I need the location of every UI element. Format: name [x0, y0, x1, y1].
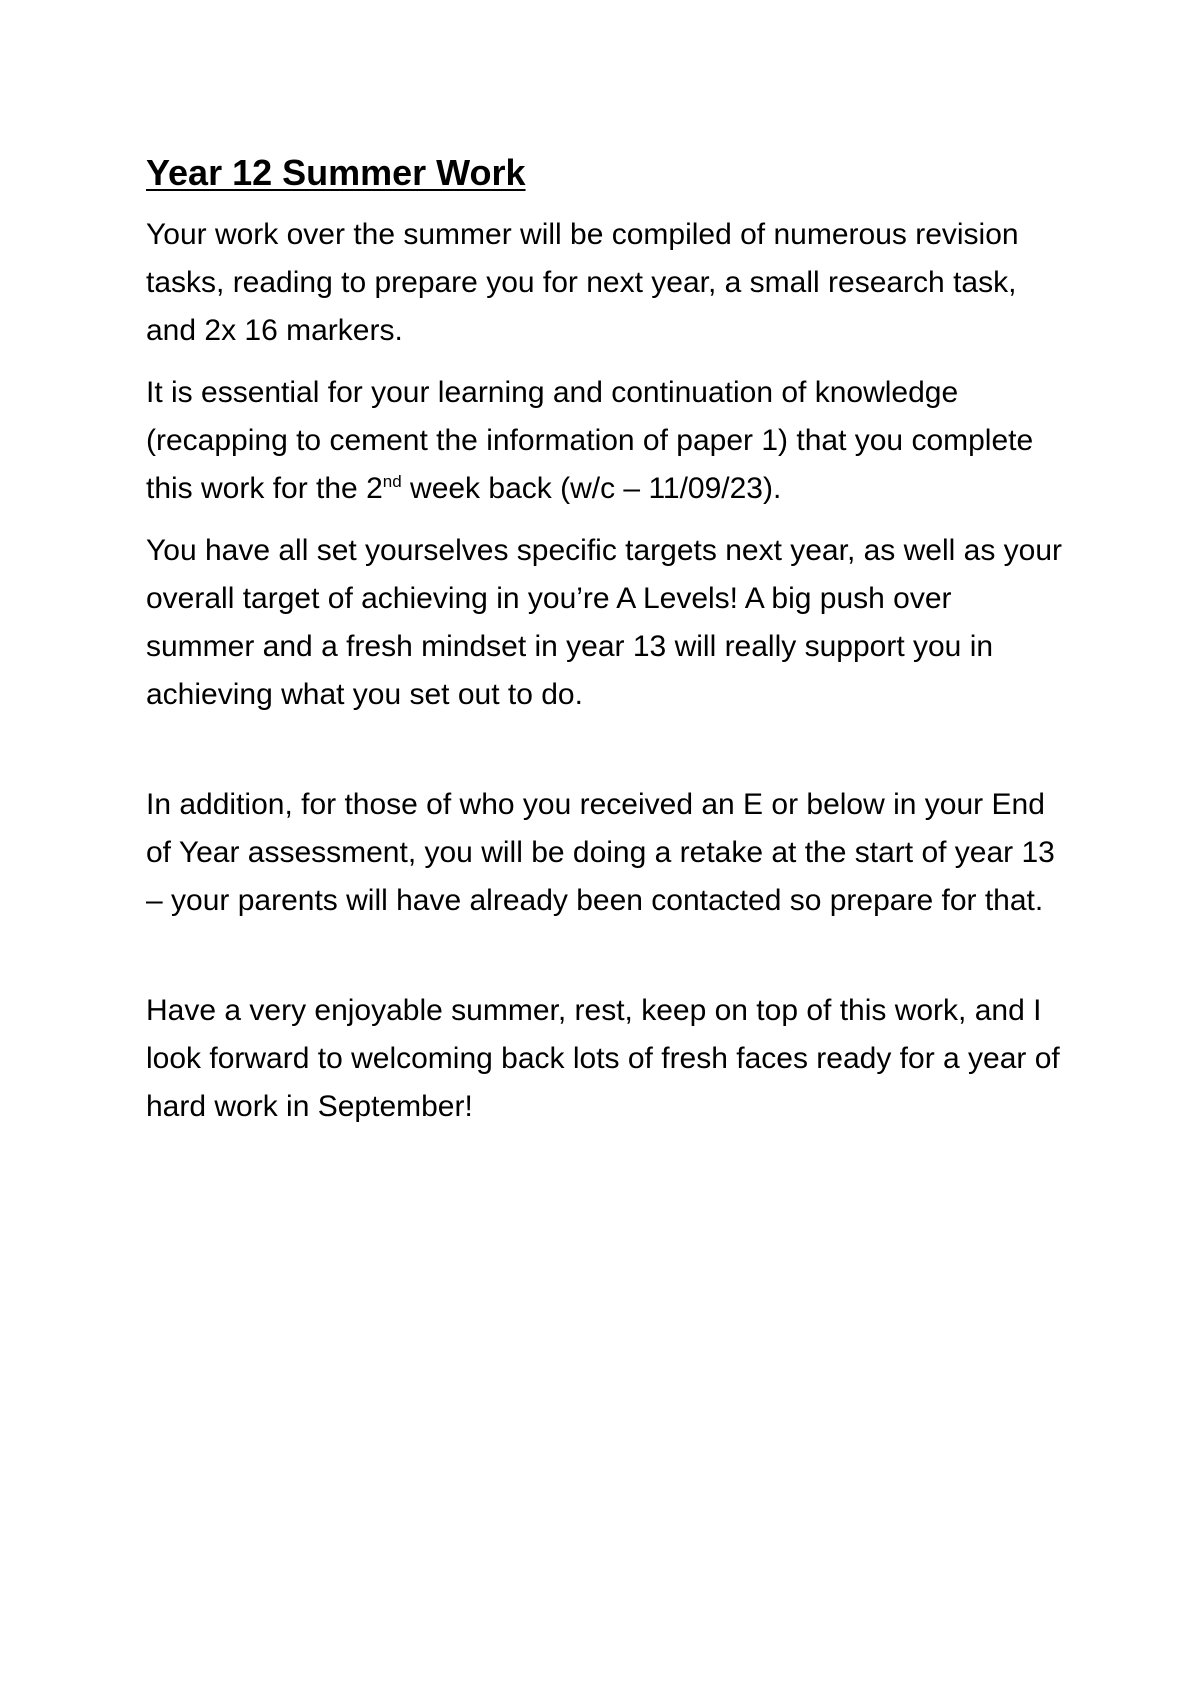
blank-line [146, 733, 1066, 781]
document-body [146, 150, 1066, 1145]
blank-line [146, 939, 1066, 987]
paragraph-deadline-text-end: week back (w/c – 11/09/23). [401, 471, 782, 505]
paragraph-retake: In addition, for those of who you received an E or below in your End of Year assessment, you will be doing a retake at the start of year 13 – your parents will have already been contacted so prepare for that. [146, 787, 1055, 917]
paragraph-deadline [146, 369, 1066, 513]
paragraph-targets: You have all set yourselves specific targets next year, as well as your overall target of achieving in you’re A Levels! A big push over summer and a fresh mindset in year 13 will really support you in achieving what you set out to do. [146, 533, 1063, 711]
paragraph-deadline-text-start: It is essential for your learning and continuation of knowledge (recapping to cement the information of paper 1) that you complete this work for the 2 [146, 375, 1034, 505]
ordinal-superscript: nd [382, 471, 402, 491]
paragraph-intro: Your work over the summer will be compiled of numerous revision tasks, reading to prepare you for next year, a small research task, and 2x 16 markers. [146, 217, 1019, 347]
page-title: Year 12 Summer Work [146, 152, 526, 193]
paragraph-closing: Have a very enjoyable summer, rest, keep on top of this work, and I look forward to welcoming back lots of fresh faces ready for a year of hard work in September! [146, 993, 1060, 1123]
